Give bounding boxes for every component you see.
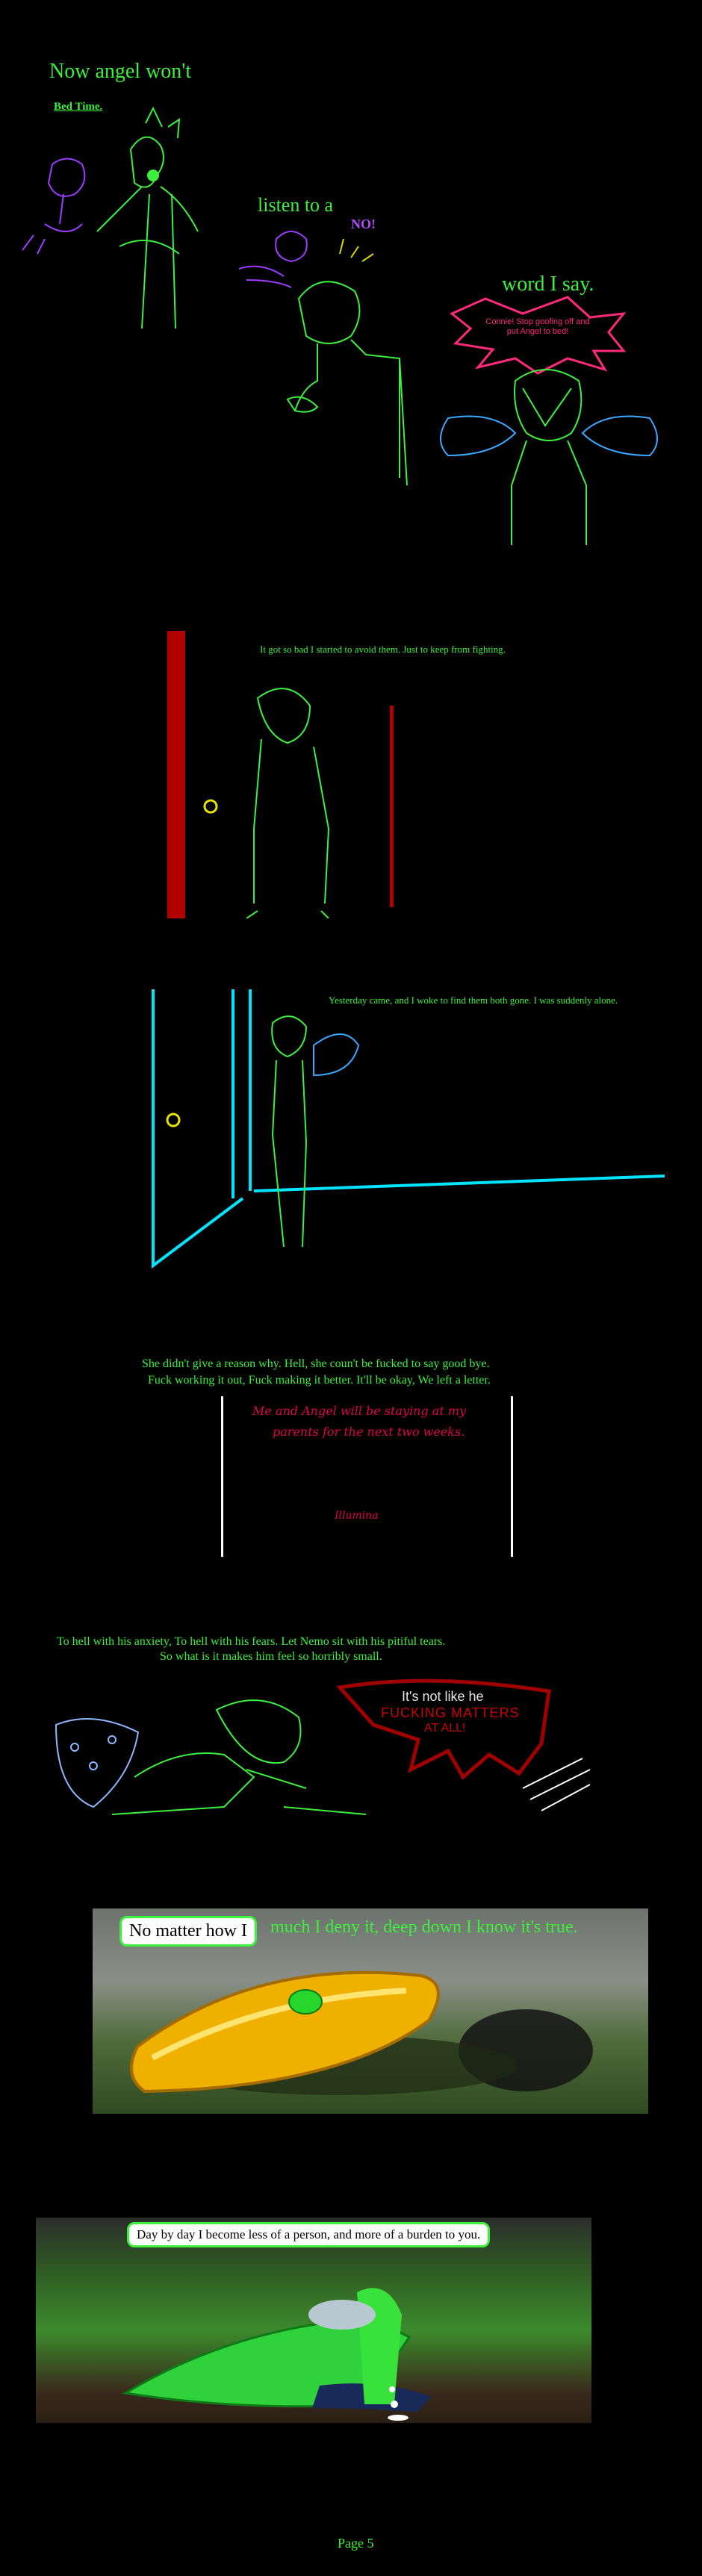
bubble-line-3: AT ALL! bbox=[424, 1722, 466, 1735]
panel5-caption-1: To hell with his anxiety, To hell with his fears. Let Nemo sit with his pitiful tears. bbox=[57, 1635, 446, 1648]
panel4-caption-1: She didn't give a reason why. Hell, she coun't be fucked to say good bye. bbox=[142, 1357, 490, 1370]
panel7-scene bbox=[36, 2218, 591, 2423]
letter-line-1: Me and Angel will be staying at my bbox=[252, 1404, 467, 1418]
father-figure bbox=[288, 239, 407, 485]
panel6-caption: much I deny it, deep down I know it's true. bbox=[270, 1917, 578, 1937]
red-door-frame bbox=[167, 631, 185, 918]
panel1-caption-1: Now angel won't bbox=[49, 60, 192, 83]
tear-puddle bbox=[388, 2415, 409, 2421]
man-facing-wall bbox=[246, 688, 329, 918]
bubble-line-1: It's not like he bbox=[402, 1689, 484, 1704]
letter-right-edge bbox=[511, 1396, 513, 1557]
panel2-caption: It got so bad I started to avoid them. Just to keep from fighting. bbox=[260, 644, 506, 655]
panel1-caption-3: word I say. bbox=[502, 273, 594, 296]
wing-outline bbox=[56, 1719, 138, 1807]
panel3-art bbox=[0, 971, 702, 1269]
panel7-art bbox=[36, 2218, 591, 2423]
wings-left bbox=[441, 417, 657, 456]
letter-line-2: parents for the next two weeks. bbox=[273, 1425, 465, 1439]
red-line-right bbox=[390, 706, 394, 907]
tear-2 bbox=[391, 2401, 398, 2408]
panel3-caption: Yesterday came, and I woke to find them both gone. I was suddenly alone. bbox=[329, 995, 618, 1006]
fairy-wings bbox=[314, 1034, 358, 1075]
glowing-eye bbox=[147, 169, 159, 181]
wing bbox=[308, 2300, 376, 2330]
panel5-art bbox=[0, 1665, 702, 1844]
letter-left-edge bbox=[221, 1396, 223, 1557]
page-number-label: Page 5 bbox=[338, 2536, 374, 2551]
doorknob bbox=[205, 800, 217, 812]
speed-lines bbox=[523, 1758, 590, 1811]
child-figure bbox=[22, 159, 84, 255]
panel6-text-box: No matter how I bbox=[119, 1916, 257, 1947]
bubble-line-2: FUCKING MATTERS bbox=[381, 1705, 520, 1720]
panel1-art bbox=[0, 0, 702, 553]
green-gem bbox=[289, 1990, 322, 2014]
panel2-art bbox=[0, 620, 702, 918]
panel1-bedtime-text: Bed Time. bbox=[54, 101, 103, 113]
angel-flying bbox=[239, 231, 307, 287]
letter-signature: Illumina bbox=[335, 1510, 379, 1522]
doorknob bbox=[167, 1114, 179, 1126]
shout-bubble-text: Connie! Stop goofing off and put Angel to bed! bbox=[485, 317, 590, 336]
man-in-doorway bbox=[272, 1016, 306, 1247]
panel4-caption-2: Fuck working it out, Fuck making it better. It'll be okay, We left a letter. bbox=[148, 1374, 491, 1387]
covering-ears-figure bbox=[512, 370, 586, 545]
panel5-caption-2: So what is it makes him feel so horribly small. bbox=[160, 1650, 382, 1663]
mother-figure bbox=[97, 108, 198, 329]
cyan-doorway bbox=[153, 989, 665, 1266]
crouching-man bbox=[112, 1700, 366, 1814]
panel1-no-text: NO! bbox=[351, 217, 376, 231]
panel7-text-box: Day by day I become less of a person, and more of a burden to you. bbox=[127, 2222, 490, 2247]
panel1-caption-2: listen to a bbox=[258, 194, 334, 216]
tear-1 bbox=[389, 2386, 395, 2392]
